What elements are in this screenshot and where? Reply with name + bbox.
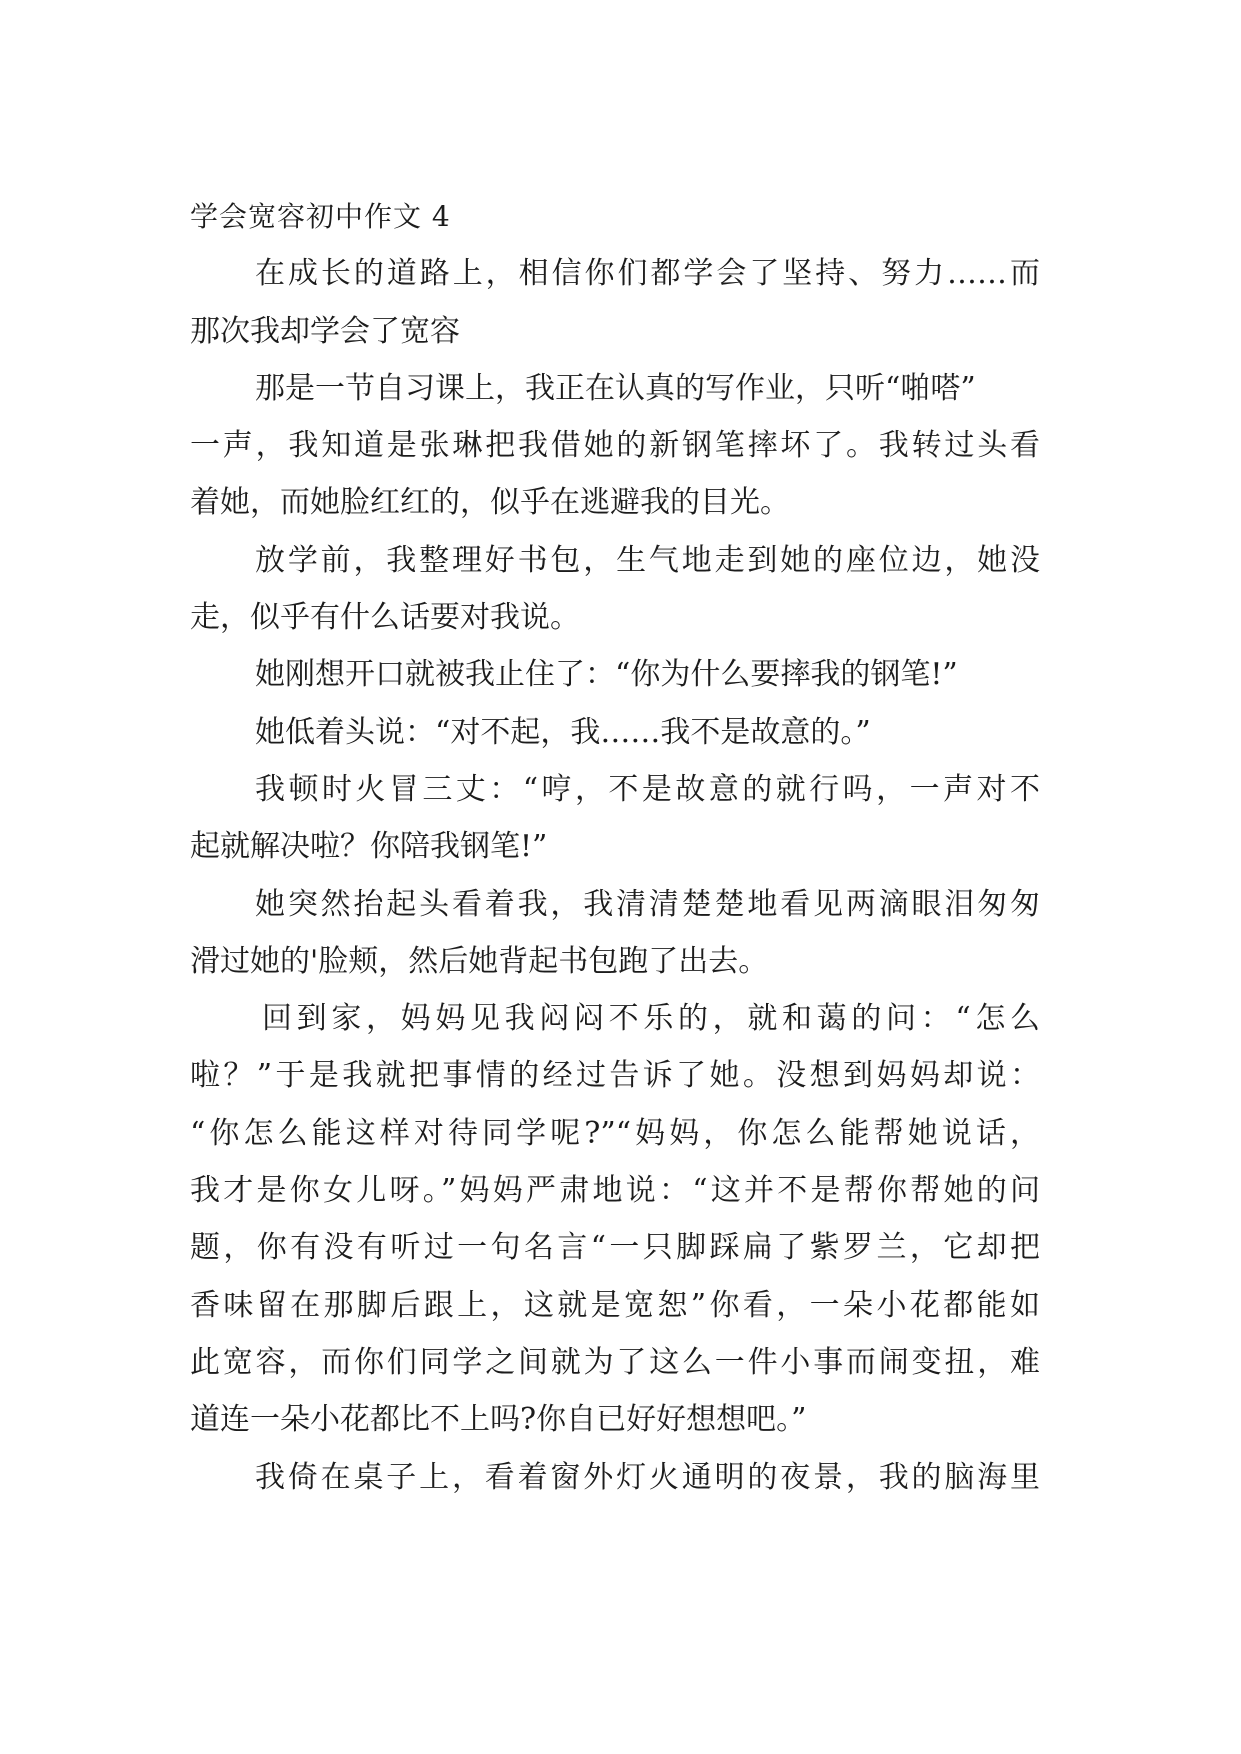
text-line: 题，你有没有听过一句名言“一只脚踩扁了紫罗兰，它却把	[190, 1230, 1040, 1266]
text-line: 起就解决啦？你陪我钢笔!”	[190, 829, 548, 865]
text-line: 放学前，我整理好书包，生气地走到她的座位边，她没	[255, 542, 1040, 578]
text-line: 那次我却学会了宽容	[190, 313, 460, 349]
text-line: 她突然抬起头看着我，我清清楚楚地看见两滴眼泪匆匆	[255, 886, 1040, 922]
document-body	[190, 188, 1040, 1506]
text-line: 那是一节自习课上，我正在认真的写作业，只听“啪嗒”	[255, 370, 976, 406]
text-line: 此宽容，而你们同学之间就为了这么一件小事而闹变扭，难	[190, 1344, 1040, 1380]
text-line: 道连一朵小花都比不上吗?你自已好好想想吧。”	[190, 1402, 807, 1438]
text-line: 滑过她的'脸颊，然后她背起书包跑了出去。	[190, 943, 769, 979]
text-line: 香味留在那脚后跟上，这就是宽恕”你看，一朵小花都能如	[190, 1287, 1040, 1323]
text-line: 我倚在桌子上，看着窗外灯火通明的夜景，我的脑海里	[255, 1459, 1040, 1495]
text-line: 走，似乎有什么话要对我说。	[190, 600, 580, 636]
text-line: “你怎么能这样对待同学呢?”“妈妈，你怎么能帮她说话，	[190, 1115, 1040, 1151]
text-line: 我才是你女儿呀。”妈妈严肃地说：“这并不是帮你帮她的问	[190, 1173, 1040, 1209]
text-line: 她低着头说：“对不起，我……我不是故意的。”	[255, 714, 871, 750]
text-line: 一声，我知道是张琳把我借她的新钢笔摔坏了。我转过头看	[190, 428, 1040, 464]
text-line: 回到家，妈妈见我闷闷不乐的，就和蔼的问：“怎么	[262, 1001, 1040, 1037]
text-line: 我顿时火冒三丈：“哼，不是故意的就行吗，一声对不	[255, 771, 1040, 807]
text-line: 在成长的道路上，相信你们都学会了坚持、努力……而	[255, 256, 1040, 292]
text-line: 啦？”于是我就把事情的经过告诉了她。没想到妈妈却说：	[190, 1058, 1040, 1094]
text-line: 她刚想开口就被我止住了：“你为什么要摔我的钢笔!”	[255, 657, 958, 693]
text-line: 着她，而她脸红红的，似乎在逃避我的目光。	[190, 485, 790, 521]
document-title: 学会宽容初中作文 4	[190, 200, 451, 233]
